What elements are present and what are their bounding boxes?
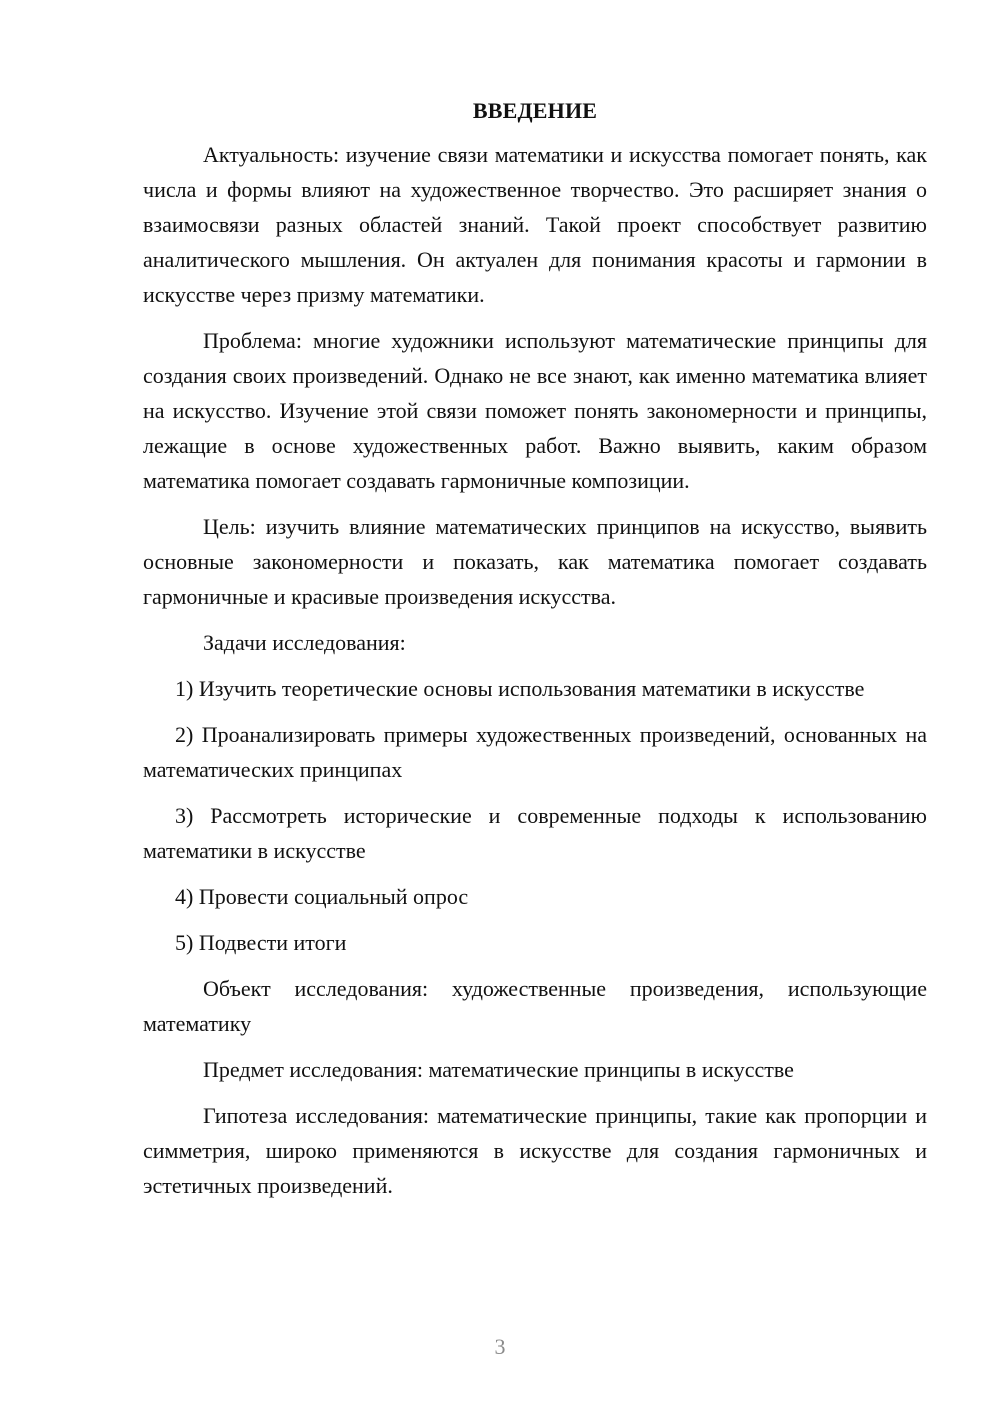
task-item-4: 4) Провести социальный опрос (175, 884, 469, 909)
section-heading: ВВЕДЕНИЕ (472, 98, 598, 123)
paragraph-tasks-title: Задачи исследования: (203, 630, 406, 655)
paragraph-hypothesis: Гипотеза исследования: математические принципы, такие как пропорции и симметрия, широко применяются в искусстве для создания гармоничных и эстетичных произведений. (143, 1103, 927, 1198)
paragraph-object: Объект исследования: художественные произведения, использующие математику (143, 976, 927, 1036)
paragraph-subject: Предмет исследования: математические принципы в искусстве (203, 1057, 794, 1082)
paragraph-relevance: Актуальность: изучение связи математики и искусства помогает понять, как числа и формы влияют на художественное творчество. Это расширяет знания о взаимосвязи разных областей знаний. Такой проект способствует развитию аналитического мышления. Он актуален для понимания красоты и гармонии в искусстве через призму математики. (143, 142, 927, 307)
page-number: 3 (494, 1334, 506, 1359)
task-item-1: 1) Изучить теоретические основы использования математики в искусстве (175, 676, 865, 701)
task-item-2: 2) Проанализировать примеры художественных произведений, основанных на математических принципах (143, 722, 927, 782)
paragraph-goal: Цель: изучить влияние математических принципов на искусство, выявить основные закономерности и показать, как математика помогает создавать гармоничные и красивые произведения искусства. (143, 514, 927, 609)
paragraph-problem: Проблема: многие художники используют математические принципы для создания своих произведений. Однако не все знают, как именно математика влияет на искусство. Изучение этой связи поможет понять закономерности и принципы, лежащие в основе художественных работ. Важно выявить, каким образом математика помогает создавать гармоничные композиции. (143, 328, 927, 493)
task-item-5: 5) Подвести итоги (175, 930, 347, 955)
page-content (143, 93, 927, 1214)
task-item-3: 3) Рассмотреть исторические и современные подходы к использованию математики в искусстве (143, 803, 927, 863)
